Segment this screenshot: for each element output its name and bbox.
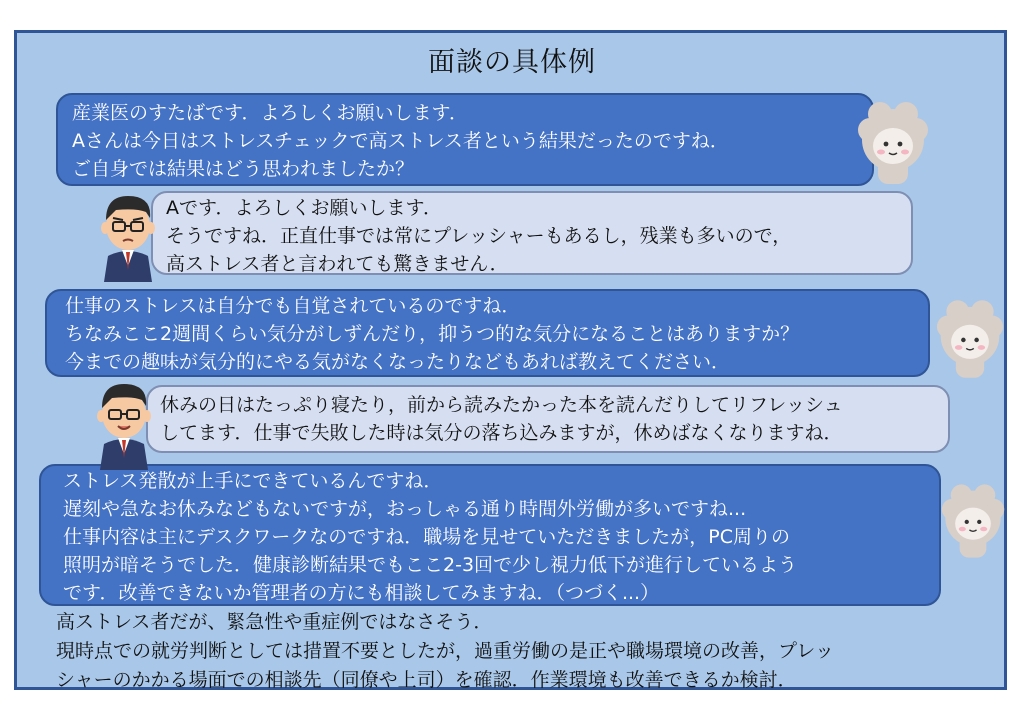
doctor-bubble-2: [45, 289, 930, 377]
bubble-line: 仕事内容は主にデスクワークなのですね．職場を見せていただきましたが，PC周りの: [63, 526, 790, 548]
bubble-line: Aです．よろしくお願いします．: [166, 197, 442, 219]
bubble-line: してます．仕事で失敗した時は気分の落ち込みますが，休めばなくなりますね．: [160, 422, 843, 444]
bubble-line: Aさんは今日はストレスチェックで高ストレス者という結果だったのですね．: [72, 130, 729, 152]
alpaca-doctor-icon: [856, 100, 930, 186]
bubble-line: ちなみここ2週間くらい気分がしずんだり，抑うつ的な気分になることはありますか？: [65, 323, 800, 345]
alpaca-doctor-icon: [940, 478, 1006, 564]
bubble-line: 照明が暗そうでした．健康診断結果でもここ2-3回で少し視力低下が進行しているよう: [63, 554, 798, 576]
bubble-line: です．改善できないか管理者の方にも相談してみますね．（つづく...）: [63, 582, 660, 604]
page-title: 面談の具体例: [428, 47, 596, 78]
alpaca-doctor-icon: [935, 296, 1005, 382]
businessman-smiling-icon: [92, 374, 156, 470]
bubble-line: 遅刻や急なお休みなどもないですが，おっしゃる通り時間外労働が多いですね...: [63, 498, 747, 520]
bubble-line: 高ストレス者と言われても驚きません．: [166, 253, 509, 275]
summary-line: 高ストレス者だが、緊急性や重症例ではなさそう．: [56, 611, 493, 633]
patient-bubble-1: [151, 191, 913, 275]
summary-line: シャーのかかる場面での相談先（同僚や上司）を確認．作業環境も改善できるか検討．: [56, 669, 797, 691]
bubble-line: ストレス発散が上手にできているんですね．: [63, 470, 443, 492]
businessman-worried-icon: [96, 186, 160, 282]
bubble-line: ご自身では結果はどう思われましたか？: [72, 158, 415, 180]
bubble-line: 休みの日はたっぷり寝たり，前から読みたかった本を読んだりしてリフレッシュ: [160, 394, 843, 416]
doctor-bubble-3: [39, 464, 941, 606]
bubble-line: 仕事のストレスは自分でも自覚されているのですね．: [65, 295, 521, 317]
bubble-line: そうですね．正直仕事では常にプレッシャーもあるし，残業も多いので，: [166, 225, 792, 247]
summary-text: [56, 608, 834, 695]
doctor-bubble-1: [56, 93, 874, 186]
patient-bubble-2: [146, 385, 950, 453]
bubble-line: 産業医のすたばです．よろしくお願いします．: [72, 102, 468, 124]
bubble-line: 今までの趣味が気分的にやる気がなくなったりなどもあれば教えてください．: [65, 351, 731, 373]
summary-line: 現時点での就労判断としては措置不要としたが，過重労働の是正や職場環境の改善，プレッ: [56, 640, 835, 662]
